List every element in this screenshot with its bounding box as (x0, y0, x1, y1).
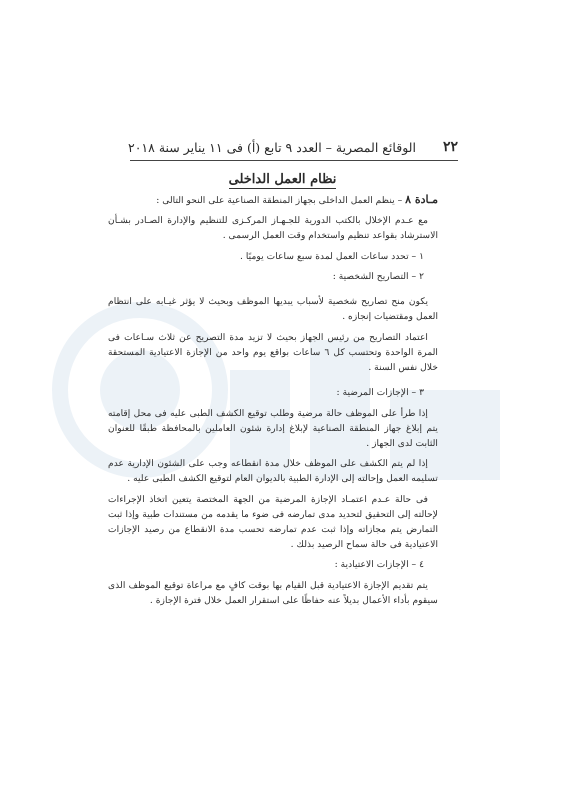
document-body (108, 192, 438, 613)
section-title: نظام العمل الداخلى (228, 172, 337, 187)
article-8 (108, 192, 438, 208)
paragraph: إذا طرأ على الموظف حالة مرضية وطلب توقيع الكشف الطبى عليه فى محل إقامته يتم إبلاغ جهاز المنطقة الصناعية لإبلاغ إدارة شئون العاملين بالمحافظة طبقًا للعنوان الثابت لدى الجهاز . (108, 407, 438, 449)
page-header (128, 136, 458, 158)
paragraph: يتم تقديم الإجازة الاعتيادية قبل القيام بها بوقت كافٍ مع مراعاة توقيع الموظف الذى سيقوم بأداء الأعمال بديلاً عنه حفاظًا على استقرار العمل خلال فترة الإجازة . (108, 579, 438, 606)
paragraph: اعتماد التصاريح من رئيس الجهاز بحيث لا تزيد مدة التصريح عن ثلاث سـاعات فى المرة الواحدة وتحتسب كل ٦ ساعات بواقع يوم واحد من الإجازة الاعتيادية المستحقة خلال نفس السنة . (108, 331, 438, 374)
subheading-regular-leave: ٤ – الإجازات الاعتيادية : (334, 559, 424, 571)
subheading-sick-leave: ٣ – الإجازات المرضية : (336, 387, 424, 399)
header-title: الوقائع المصرية – العدد ٩ تابع (أ) فى ١١ يناير سنة ٢٠١٨ (128, 139, 416, 155)
article-text: – ينظم العمل الداخلى بجهاز المنطقة الصناعية على النحو التالى : (156, 195, 406, 206)
article-label: مـادة ٨ (405, 193, 438, 206)
subheading-personal-permits: ٢ – التصاريح الشخصية : (332, 271, 424, 283)
paragraph: يكون منح تصاريح شخصية لأسباب يبديها الموظف وبحيث لا يؤثر غيـابه على انتظام العمل ومقتضيات إنجازه . (108, 296, 438, 323)
page-number: ٢٢ (442, 139, 458, 155)
header-divider (130, 160, 458, 161)
paragraph: إذا لم يتم الكشف على الموظف خلال مدة انقطاعه وجب على الشئون الإدارية عدم تسليمه العمل وإحالته إلى الإدارة الطبية بالديوان العام لتوقيع الكشف الطبى عليه . (108, 458, 438, 485)
list-item-hours: ١ – تحدد ساعات العمل لمدة سبع ساعات يوميًا . (240, 250, 424, 262)
paragraph: مع عـدم الإخلال بالكتب الدورية للجـهـاز المركـزى للتنظيم والإدارة الصـادر بشـأن الاسترشاد بقواعد تنظيم واستخدام وقت العمل الرسمى . (108, 215, 438, 242)
paragraph: فى حالة عـدم اعتمـاد الإجازة المرضية من الجهة المختصة يتعين اتخاذ الإجراءات لإحالته إلى التحقيق لتحديد مدى تمارضه فى ضوء ما يقدمه من مستندات طبية وإذا ثبت التمارض يتم مجازاته وإذا ثبت عدم تمارضه تحسب مدة الانقطاع من رصيد الإجازات الاعتيادية فى حالة سماح الرصيد بذلك . (108, 493, 438, 550)
